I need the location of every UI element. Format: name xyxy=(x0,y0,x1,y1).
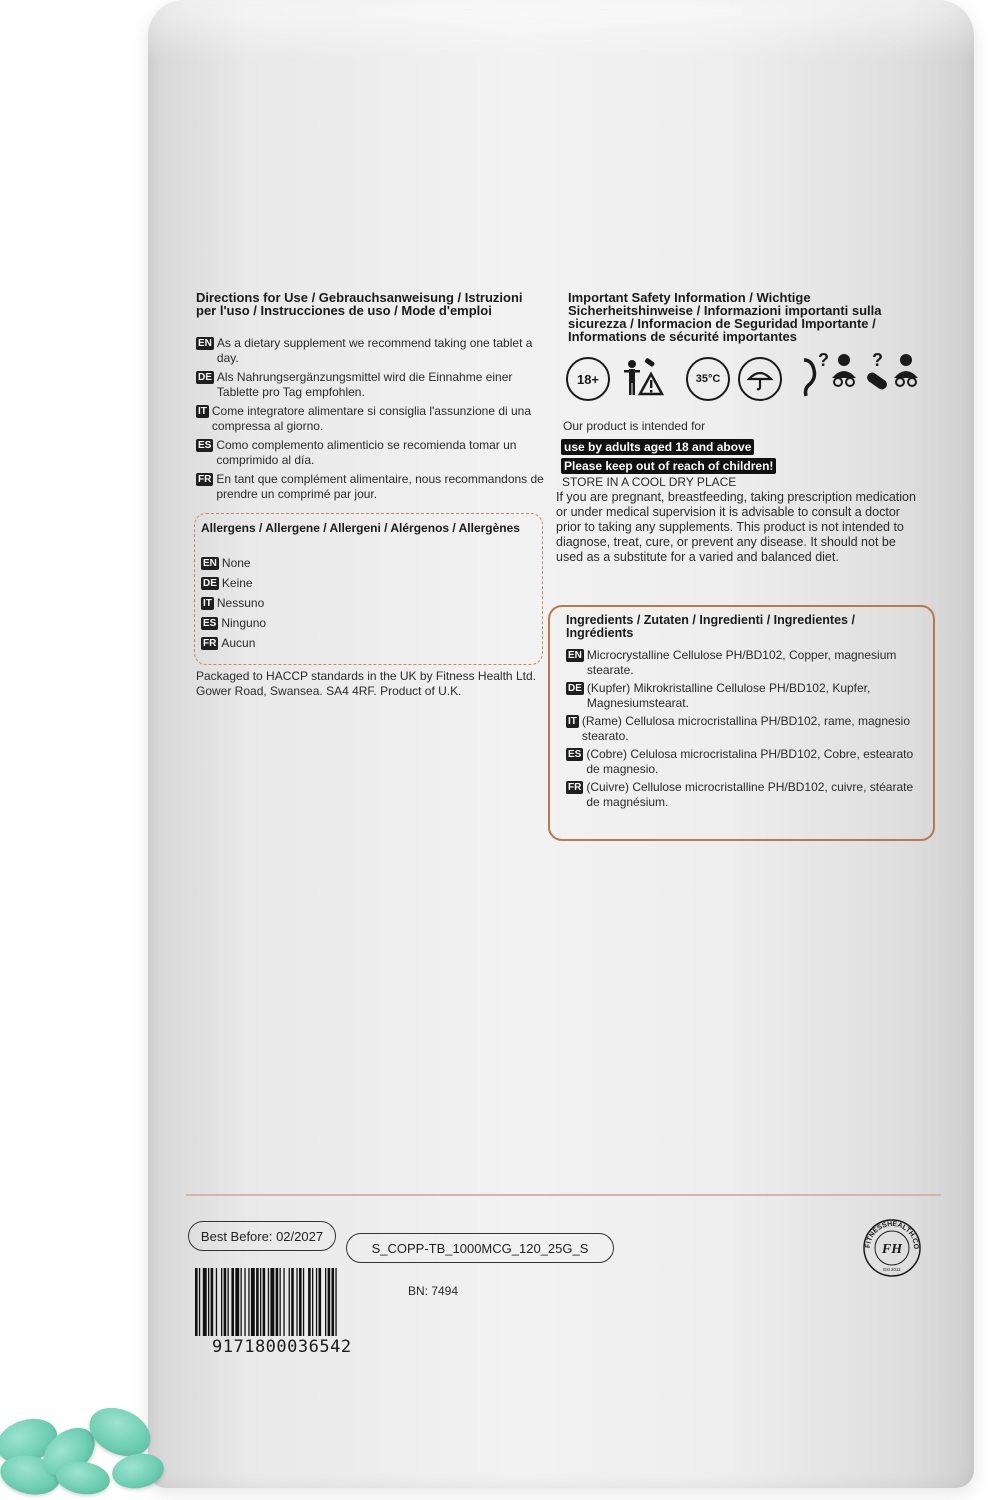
allergen-text: Nessuno xyxy=(216,596,265,610)
barcode-bar xyxy=(325,1268,326,1336)
barcode-bar xyxy=(216,1268,217,1336)
directions-title: Directions for Use / Gebrauchsanweisung / Istruzioni per l'uso / Instrucciones de uso / Mode d'emploi xyxy=(196,290,523,318)
barcode-bar xyxy=(280,1268,281,1336)
barcode-bar xyxy=(195,1268,198,1336)
list-item xyxy=(201,616,501,631)
child-warning-icon xyxy=(620,356,664,400)
barcode-bar xyxy=(221,1268,222,1336)
barcode-bar xyxy=(296,1268,297,1336)
lang-tag: FR xyxy=(203,638,217,649)
list-item xyxy=(196,472,546,502)
fitness-health-logo xyxy=(862,1218,922,1278)
ingredients-list xyxy=(566,648,921,813)
barcode-bar xyxy=(211,1268,214,1336)
barcode-bar xyxy=(208,1268,209,1336)
storage-info: STORE IN A COOL DRY PLACE xyxy=(562,475,737,489)
safety-highlight-children xyxy=(561,457,776,475)
barcode-bar xyxy=(291,1268,294,1336)
list-item xyxy=(201,576,501,591)
svg-text:?: ? xyxy=(818,350,829,370)
barcode-bar xyxy=(235,1268,239,1336)
temperature-35c-icon xyxy=(686,357,730,401)
packaging-info: Packaged to HACCP standards in the UK by Fitness Health Ltd. Gower Road, Swansea. SA4 4RF. Product of U.K. xyxy=(196,669,536,698)
age-18-plus-icon xyxy=(566,357,610,401)
barcode-bar xyxy=(268,1268,269,1336)
best-before-label xyxy=(188,1221,336,1251)
temperature-label: 35°C xyxy=(695,373,721,385)
logo-est-text: Est 2011 xyxy=(883,1267,901,1272)
barcode-bar xyxy=(289,1268,290,1336)
lang-tag: IT xyxy=(203,598,212,609)
list-item xyxy=(196,404,546,434)
barcode-bar xyxy=(276,1268,279,1336)
sku-text: S_COPP-TB_1000MCG_120_25G_S xyxy=(371,1240,589,1256)
barcode-bar xyxy=(335,1268,336,1336)
allergen-text: Aucun xyxy=(221,636,256,650)
age-label: 18+ xyxy=(576,371,600,387)
safety-intro: Our product is intended for xyxy=(563,419,706,433)
barcode-bar xyxy=(241,1268,242,1336)
safety-body: If you are pregnant, breastfeeding, taking prescription medication or under medical supervision it is advisable to consult a doctor prior to taking any supplements. This product is not intended to diagnose, treat, cure, or prevent any disease. It should not be used as a substitute for a varied and balanced diet. xyxy=(556,490,916,564)
barcode-bar xyxy=(224,1268,227,1336)
barcode-bar xyxy=(283,1268,284,1336)
pregnancy-consult-icon xyxy=(794,350,858,400)
list-item xyxy=(201,556,501,571)
lang-tag: ES xyxy=(203,618,217,629)
barcode-bar xyxy=(256,1268,259,1336)
barcode-bar xyxy=(231,1268,234,1336)
lang-tag: EN xyxy=(203,558,217,569)
lang-tag: DE xyxy=(568,683,582,694)
highlight-text: Please keep out of reach of children! xyxy=(561,458,776,474)
barcode-bar xyxy=(308,1268,311,1336)
barcode xyxy=(195,1268,385,1336)
safety-title: Important Safety Information / Wichtige Sicherheitshinweise / Informazioni importanti sulla sicurezza / Informacion de Seguridad Importante / Informations de sécurité importantes xyxy=(568,290,882,344)
batch-number: BN: 7494 xyxy=(408,1284,459,1298)
direction-text: En tant que complément alimentaire, nous recommandons de prendre un comprimé par jour. xyxy=(216,472,544,501)
lang-tag: FR xyxy=(198,474,212,485)
directions-list xyxy=(196,336,546,506)
lang-tag: DE xyxy=(203,578,217,589)
keep-dry-icon xyxy=(738,357,782,401)
direction-text: Como complemento alimenticio se recomienda tomar un comprimido al día. xyxy=(216,438,517,467)
barcode-bar xyxy=(319,1268,322,1336)
barcode-bar xyxy=(312,1268,313,1336)
ingredients-title: Ingredients / Zutaten / Ingredienti / Ingredientes / Ingrédients xyxy=(566,613,855,640)
allergens-title: Allergens / Allergene / Allergeni / Alérgenos / Allergènes xyxy=(201,521,520,535)
barcode-bar xyxy=(248,1268,249,1336)
barcode-bar xyxy=(260,1268,261,1336)
allergens-list xyxy=(201,556,501,656)
lang-tag: FR xyxy=(568,782,582,793)
barcode-number: 9171800036542 xyxy=(212,1337,352,1357)
logo-ring-text: FITNESSHEALTH.CO xyxy=(864,1220,920,1250)
svg-text:?: ? xyxy=(872,350,883,370)
allergen-text: None xyxy=(221,556,251,570)
list-item xyxy=(201,596,501,611)
direction-text: As a dietary supplement we recommend taking one tablet a day. xyxy=(216,336,533,365)
pouch-top-seal xyxy=(148,0,974,60)
direction-text: Als Nahrungsergänzungsmittel wird die Einnahme einer Tablette pro Tag empfohlen. xyxy=(216,370,513,399)
barcode-bar xyxy=(316,1268,317,1336)
allergen-text: Keine xyxy=(221,576,253,590)
barcode-bar xyxy=(251,1268,255,1336)
logo-monogram: FH xyxy=(881,1242,903,1257)
barcode-bar xyxy=(332,1268,335,1336)
list-item xyxy=(566,747,921,777)
medication-consult-icon xyxy=(862,350,920,400)
barcode-bar xyxy=(228,1268,229,1336)
list-item xyxy=(196,336,546,366)
ingredient-text: (Rame) Cellulosa microcristallina PH/BD102, rame, magnesio stearato. xyxy=(581,714,911,743)
highlight-text: use by adults aged 18 and above xyxy=(561,439,754,455)
lang-tag: EN xyxy=(568,650,582,661)
barcode-bar xyxy=(263,1268,266,1336)
list-item xyxy=(196,370,546,400)
lang-tag: IT xyxy=(568,716,577,727)
ingredient-text: (Cobre) Celulosa microcristalina PH/BD102, Cobre, estearato de magnesio. xyxy=(586,747,914,776)
list-item xyxy=(196,438,546,468)
barcode-bar xyxy=(244,1268,245,1336)
lang-tag: ES xyxy=(568,749,582,760)
barcode-bar xyxy=(303,1268,304,1336)
safety-highlight-adults xyxy=(561,438,754,456)
lang-tag: IT xyxy=(198,406,207,417)
ingredient-text: (Cuivre) Cellulose microcristalline PH/BD102, cuivre, stéarate de magnésium. xyxy=(586,780,914,809)
barcode-bar xyxy=(328,1268,331,1336)
tablet-image xyxy=(54,1458,112,1497)
barcode-bar xyxy=(299,1268,302,1336)
barcode-bar xyxy=(270,1268,274,1336)
barcode-bar xyxy=(203,1268,207,1336)
lang-tag: EN xyxy=(198,338,212,349)
list-item xyxy=(566,681,921,711)
list-item xyxy=(566,714,921,744)
footer-divider xyxy=(186,1194,941,1196)
ingredient-text: Microcrystalline Cellulose PH/BD102, Copper, magnesium stearate. xyxy=(586,648,897,677)
barcode-bar xyxy=(199,1268,200,1336)
list-item xyxy=(566,780,921,810)
list-item xyxy=(566,648,921,678)
lang-tag: DE xyxy=(198,372,212,383)
ingredient-text: (Kupfer) Mikrokristalline Cellulose PH/BD102, Kupfer, Magnesiumstearat. xyxy=(586,681,871,710)
sku-label xyxy=(346,1233,614,1263)
allergen-text: Ninguno xyxy=(221,616,267,630)
best-before-text: Best Before: 02/2027 xyxy=(200,1228,324,1244)
lang-tag: ES xyxy=(198,440,212,451)
list-item xyxy=(201,636,501,651)
direction-text: Come integratore alimentare si consiglia l'assunzione di una compressa al giorno. xyxy=(211,404,532,433)
